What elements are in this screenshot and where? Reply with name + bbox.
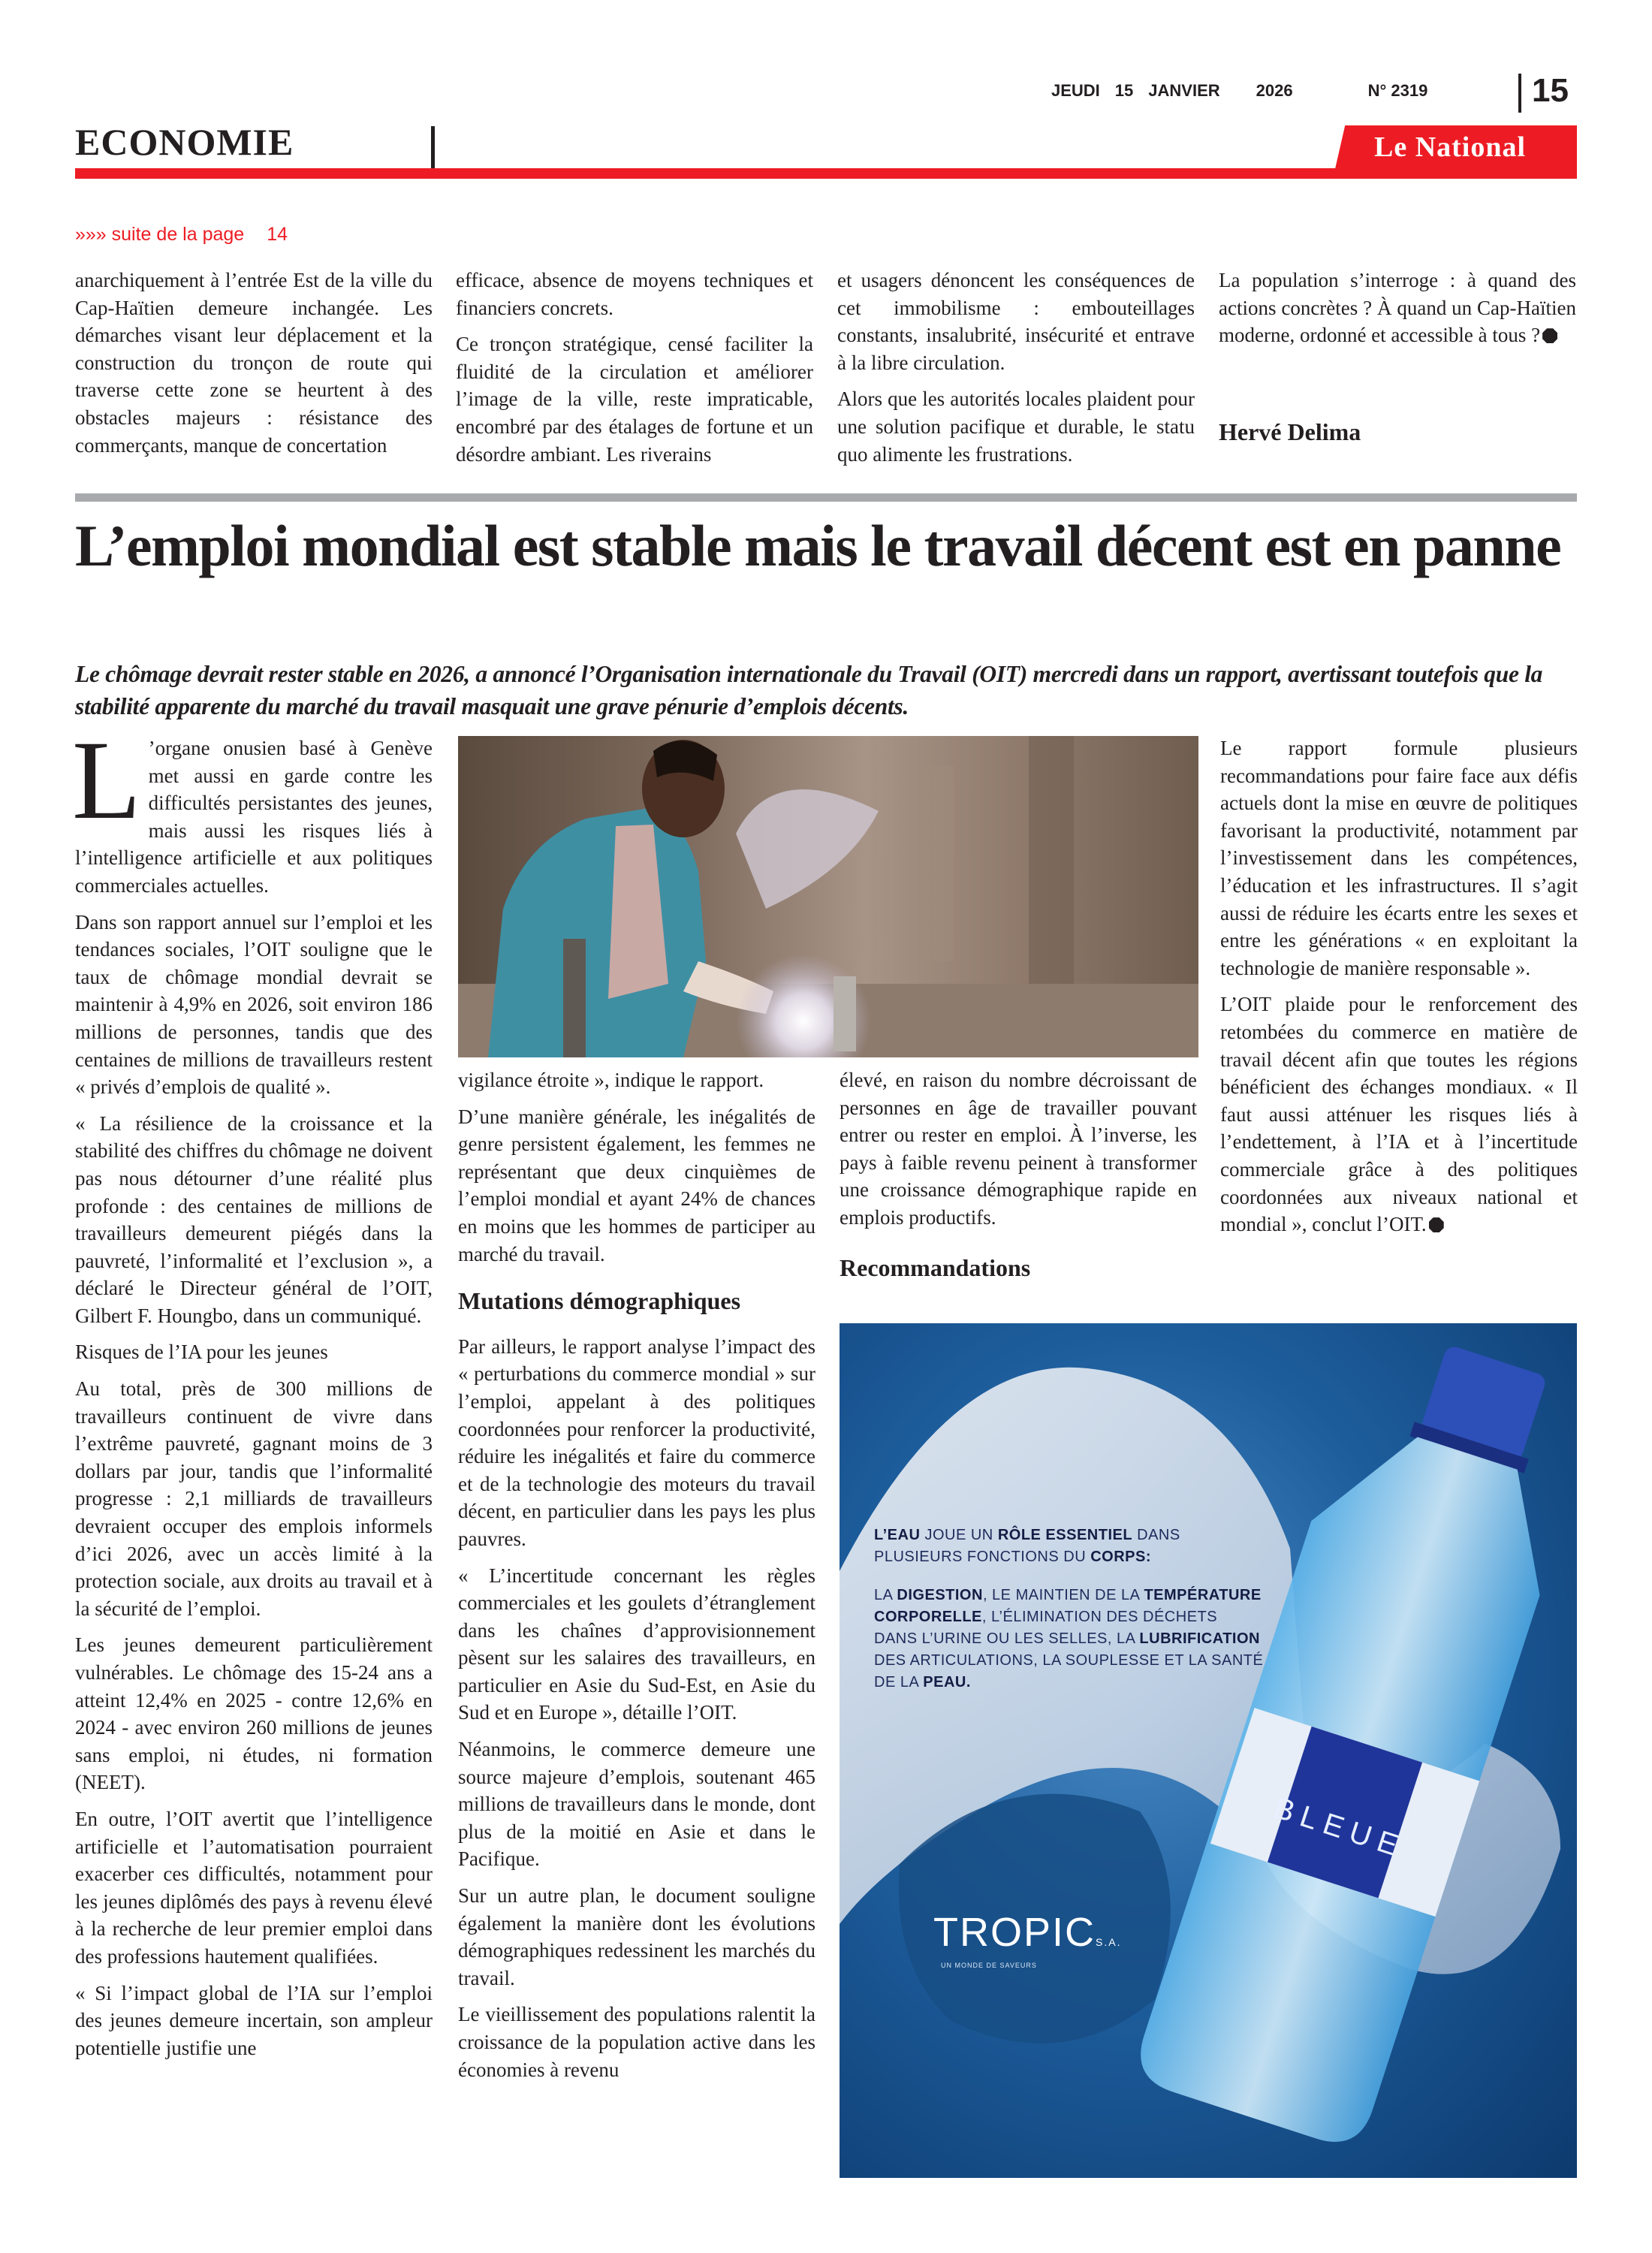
article-separator: [75, 493, 1577, 502]
paragraph: « La résilience de la croissance et la stabilité des chiffres du chômage ne doivent pas nous détourner d’une réalité plus profonde : des centaines de millions de travailleurs demeurent piégés dans la pauvreté, l’informalité et l’exclusion », a déclaré le Directeur général de l’OIT, Gilbert F. Houngbo, dans un communiqué.: [75, 1111, 433, 1327]
paragraph: élevé, en raison du nombre décroissant de personnes en âge de travailler pouvant entrer ou rester en emploi. À l’inverse, les pays à faible revenu peinent à transformer une croissance démographique rapide en emplois productifs.: [840, 1069, 1197, 1229]
ad-copy-line-2: LA DIGESTION, LE MAINTIEN DE LA TEMPÉRATURE CORPORELLE, L’ÉLIMINATION DES DÉCHETS DANS L’URINE OU LES SELLES, LA LUBRIFICATION DES ARTICULATIONS, LA SOUPLESSE ET LA SANTÉ DE LA PEAU.: [874, 1587, 1264, 1691]
prev-article-col-2: [456, 267, 813, 477]
paragraph: Le vieillissement des populations ralentit la croissance de la population active dans les économies à revenu: [458, 2003, 815, 2081]
paragraph: Alors que les autorités locales plaident pour une solution pacifique et durable, le statu quo alimente les frustrations.: [837, 388, 1195, 466]
issue-number: N° 2319: [1367, 81, 1428, 100]
paragraph-text: L’OIT plaide pour le renforcement des retombées du commerce en matière de travail décent afin que toutes les régions bénéficient des échanges mondiaux. « Il faut aussi atténuer les risques liés à l’endettement, à l’IA et à l’incertitude commerciale grâce à des politiques coordonnées aux niveaux national et mondial », conclut l’OIT.: [1220, 993, 1578, 1236]
paragraph: [72, 718, 433, 900]
paragraph: Néanmoins, le commerce demeure une source majeure d’emplois, soutenant 465 millions de travailleurs dans le monde, dont plus de la moitié en Asie et dans le Pacifique.: [458, 1738, 815, 1871]
date-year: 2026: [1256, 81, 1293, 100]
ad-copy-line-1: L’EAU JOUE UN RÔLE ESSENTIEL DANS PLUSIEURS FONCTIONS DU CORPS:: [874, 1527, 1180, 1565]
brand-tagline: UN MONDE DE SAVEURS: [941, 1962, 1037, 1969]
page-number-divider: [1518, 74, 1521, 113]
end-mark-icon: [1542, 328, 1557, 343]
article-headline: L’emploi mondial est stable mais le travail décent est en panne: [75, 513, 1561, 578]
continued-label: »»» suite de la page: [75, 224, 245, 245]
tropic-logo: [933, 1909, 1121, 1956]
paragraph: et usagers dénoncent les conséquences de cet immobilisme : embouteillages constants, insalubrité, insécurité et entrave à la libre circulation.: [837, 269, 1195, 374]
subheading-mutations: Mutations démographiques: [458, 1287, 741, 1315]
drop-cap: L: [72, 718, 141, 843]
dateline: [1051, 81, 1472, 101]
continued-from: [75, 224, 288, 246]
page-number: 15: [1532, 72, 1569, 109]
paragraph: Au total, près de 300 millions de travailleurs continuent de vivre dans l’extrême pauvreté, gagnant moins de 3 dollars par jour, tandis que l’informalité progresse : 2,1 milliards de travailleurs devraient occuper des emplois informels d’ici 2026, avec un accès limité à la protection sociale, aux droits au travail et à la sécurité de l’emploi.: [75, 1377, 433, 1620]
paragraph: Ce tronçon stratégique, censé faciliter la fluidité de la circulation et améliorer l’image de la ville, reste impraticable, encombré par des étalages de fortune et un désordre ambiant. Les riverains: [456, 333, 813, 466]
paragraph: Par ailleurs, le rapport analyse l’impact des « perturbations du commerce mondial » sur l’emploi, appelant à des politiques coordonnées pour renforcer la productivité, réduire les inégalités et faire du commerce et de la technologie des moteurs du travail décent, en particulier dans les pays les plus pauvres.: [458, 1335, 815, 1550]
article-deck: Le chômage devrait rester stable en 2026, a annoncé l’Organisation internationale du Travail (OIT) mercredi dans un rapport, avertissant toutefois que la stabilité apparente du marché du travail masquait une grave pénurie d’emplois décents.: [75, 661, 1543, 719]
brand-logo-suffix: S.A.: [1096, 1936, 1122, 1948]
paragraph: [1220, 991, 1578, 1238]
prev-article-col-3: [837, 267, 1195, 477]
paragraph: En outre, l’OIT avertit que l’intelligence artificielle et l’automatisation pourraient exacerber ces difficultés, notamment pour les jeunes diplômés des pays à revenu élevé à la recherche de leur premier emploi dans des professions hautement qualifiées.: [75, 1807, 433, 1968]
paragraph-text: ’organe onusien basé à Genève met aussi en garde contre les difficultés persistantes des jeunes, mais aussi les risques liés à l’intelligence artificielle et aux politiques commerciales actuelles.: [75, 737, 433, 897]
ad-copy: [874, 1525, 1265, 1710]
product-name: BLEUE: [1269, 1790, 1409, 1865]
date-day: 15: [1114, 81, 1134, 100]
date-month: JANVIER: [1148, 81, 1220, 100]
prev-article-col-1: [75, 267, 433, 468]
paragraph: Le rapport formule plusieurs recommandations pour faire face aux défis actuels dont la mise en œuvre de politiques favorisant la productivité, notamment par l’investissement dans les compétences, l’éducation et les infrastructures. Il s’agit aussi de réduire les écarts entre les sexes et entre les générations « en exploitant la technologie de manière responsable ».: [1220, 737, 1578, 979]
article-col-4: [1220, 734, 1578, 1247]
article-col-3: [840, 1066, 1197, 1299]
article-photo-welder: [458, 736, 1198, 1057]
article-col-1: [72, 718, 433, 2071]
paragraph: « L’incertitude concernant les règles commerciales et les goulets d’étranglement dans les chaînes d’approvisionnement pèsent sur les salaires des travailleurs, en particulier en Asie du Sud-Est, en Asie du Sud et en Europe », détaille l’OIT.: [458, 1564, 815, 1724]
paragraph: [1219, 267, 1576, 349]
paragraph: Dans son rapport annuel sur l’emploi et les tendances sociales, l’OIT souligne que le taux de chômage mondial devrait se maintenir à 4,9% en 2026, soit environ 186 millions de personnes, tandis que des centaines de millions de travailleurs restent « privés d’emplois de qualité ».: [75, 910, 433, 1099]
paragraph: vigilance étroite », indique le rapport.: [458, 1069, 764, 1091]
ad-background-art: [840, 1323, 1577, 2178]
paragraph: « Si l’impact global de l’IA sur l’emploi des jeunes demeure incertain, son ampleur potentielle justifie une: [75, 1981, 433, 2059]
subheading-recommandations: Recommandations: [840, 1253, 1031, 1281]
date-day-name: JEUDI: [1051, 81, 1100, 100]
inline-subheading: Risques de l’IA pour les jeunes: [75, 1341, 328, 1364]
welder-photo-illustration: [458, 736, 1198, 1057]
paragraph: Sur un autre plan, le document souligne également la manière dont les évolutions démographiques redessinent les marchés du travail.: [458, 1884, 815, 1989]
paragraph: efficace, absence de moyens techniques et financiers concrets.: [456, 269, 813, 319]
water-advertisement[interactable]: [840, 1323, 1577, 2178]
paragraph: Les jeunes demeurent particulièrement vulnérables. Le chômage des 15-24 ans a atteint 12,4% en 2025 - contre 12,6% en 2024 - avec environ 260 millions de jeunes sans emploi, ni études, ni formation (NEET).: [75, 1633, 433, 1794]
paragraph: anarchiquement à l’entrée Est de la ville du Cap-Haïtien demeure inchangée. Les démarches visant leur déplacement et la construction du tronçon de route qui traverse cette zone se heurtent à des obstacles majeurs : résistance des commerçants, manque de concertation: [75, 269, 433, 457]
end-mark-icon: [1429, 1217, 1444, 1232]
prev-article-col-4: [1219, 267, 1576, 454]
author-byline: Hervé Delima: [1219, 418, 1361, 445]
continued-page: 14: [267, 224, 288, 245]
brand-logo-text: TROPIC: [933, 1910, 1096, 1955]
section-divider: [431, 126, 435, 170]
section-title: ECONOMIE: [75, 121, 294, 163]
brand-name: Le National: [1374, 131, 1527, 163]
paragraph-text: La population s’interroge : à quand des actions concrètes ? À quand un Cap-Haïtien moderne, ordonné et accessible à tous ?: [1219, 269, 1576, 347]
paragraph: D’une manière générale, les inégalités de genre persistent également, les femmes ne représentant que deux cinquièmes de l’emploi mondial et ayant 24% de chances en moins que les hommes de participer au marché du travail.: [458, 1105, 815, 1265]
article-col-2: [458, 1066, 815, 2092]
